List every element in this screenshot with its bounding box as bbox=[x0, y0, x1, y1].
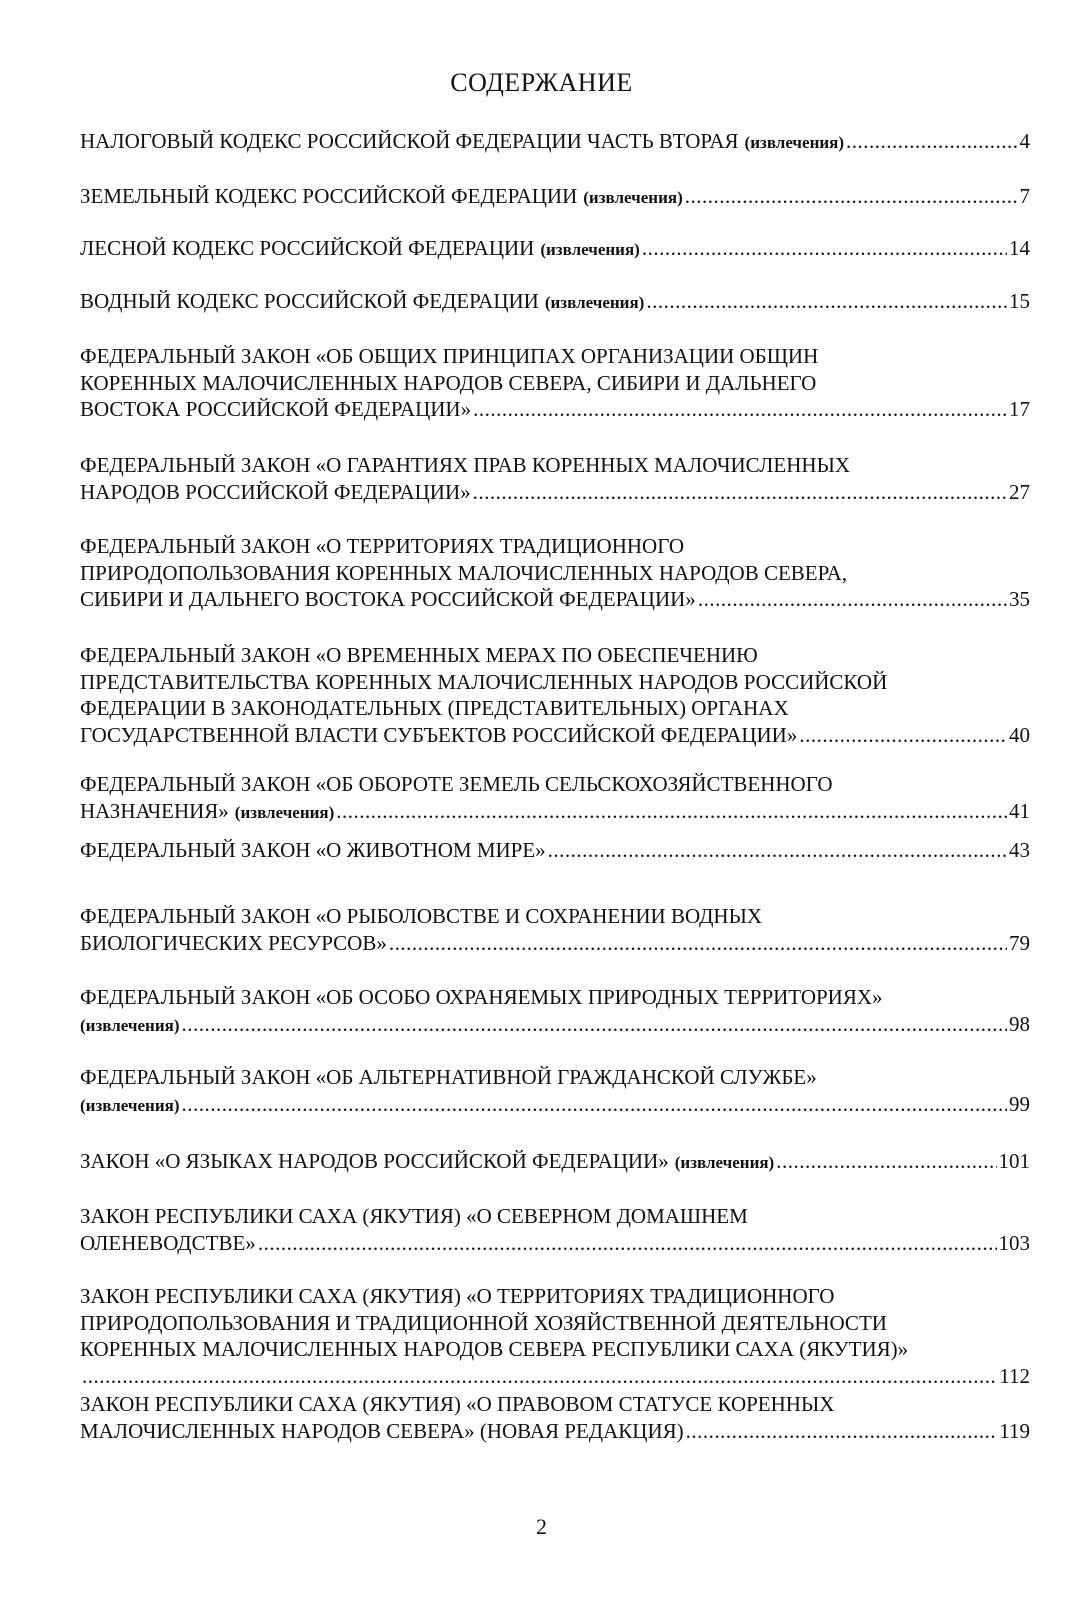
toc-entry-line: ПРЕДСТАВИТЕЛЬСТВА КОРЕННЫХ МАЛОЧИСЛЕННЫХ НАРОДОВ РОССИЙСКОЙ bbox=[80, 669, 888, 694]
toc-page-number: 101 bbox=[998, 1149, 1030, 1173]
toc-entry-suffix: (извлечения) bbox=[234, 802, 335, 822]
toc-entry-last-line bbox=[80, 722, 1030, 749]
toc-entry-last-line bbox=[80, 1363, 1030, 1390]
toc-entry bbox=[80, 642, 1030, 748]
toc-entry-line: ВОДНЫЙ КОДЕКС РОССИЙСКОЙ ФЕДЕРАЦИИ bbox=[80, 289, 539, 313]
toc-page-number: 40 bbox=[1009, 722, 1030, 747]
toc-entry-suffix: (извлечения) bbox=[544, 293, 645, 312]
toc-entry-suffix: (извлечения) bbox=[80, 1015, 180, 1035]
toc-entry bbox=[80, 288, 1030, 315]
toc-entry-last-line bbox=[80, 1091, 1030, 1118]
toc-entry-last-line bbox=[80, 837, 1030, 864]
toc-entry-line: ФЕДЕРАЛЬНЫЙ ЗАКОН «ОБ ОСОБО ОХРАНЯЕМЫХ ПРИРОДНЫХ ТЕРРИТОРИЯХ» bbox=[80, 985, 883, 1009]
toc-entry-last-line bbox=[80, 1011, 1030, 1038]
toc-entry-last-line bbox=[80, 128, 1030, 155]
dot-leader bbox=[389, 930, 1007, 957]
dot-leader bbox=[473, 396, 1007, 423]
toc-page-number: 99 bbox=[1009, 1091, 1030, 1116]
dot-leader bbox=[642, 235, 1007, 262]
toc-page-number: 15 bbox=[1009, 289, 1030, 313]
toc-entry-line: ФЕДЕРАЛЬНЫЙ ЗАКОН «ОБ ОБОРОТЕ ЗЕМЕЛЬ СЕЛЬСКОХОЗЯЙСТВЕННОГО bbox=[80, 772, 833, 796]
dot-leader bbox=[799, 722, 1007, 749]
toc-entry-suffix: (извлечения) bbox=[583, 188, 683, 207]
toc-entry-line: КОРЕННЫХ МАЛОЧИСЛЕННЫХ НАРОДОВ СЕВЕРА, СИБИРИ И ДАЛЬНЕГО bbox=[80, 370, 817, 395]
toc-entry-line: СИБИРИ И ДАЛЬНЕГО ВОСТОКА РОССИЙСКОЙ ФЕДЕРАЦИИ» bbox=[80, 587, 696, 611]
toc-entry-suffix: (извлечения) bbox=[80, 1095, 180, 1115]
toc-entry-line: ЗАКОН РЕСПУБЛИКИ САХА (ЯКУТИЯ) «О ПРАВОВОМ СТАТУСЕ КОРЕННЫХ bbox=[80, 1392, 835, 1416]
dot-leader bbox=[686, 1418, 998, 1445]
toc-page-number: 35 bbox=[1009, 587, 1030, 611]
toc-entry-last-line bbox=[80, 1230, 1030, 1257]
toc-entry-line: ЗАКОН РЕСПУБЛИКИ САХА (ЯКУТИЯ) «О СЕВЕРНОМ ДОМАШНЕМ bbox=[80, 1204, 748, 1228]
toc-entry bbox=[80, 183, 1030, 210]
toc-page-number: 43 bbox=[1009, 838, 1030, 862]
toc-page-number: 17 bbox=[1009, 397, 1030, 421]
toc-entry-line: ЗАКОН «О ЯЗЫКАХ НАРОДОВ РОССИЙСКОЙ ФЕДЕРАЦИИ» bbox=[80, 1149, 669, 1173]
toc-entry bbox=[80, 128, 1030, 155]
toc-entry bbox=[80, 771, 1030, 824]
toc-entry-suffix: (извлечения) bbox=[674, 1153, 775, 1172]
toc-entry-line: МАЛОЧИСЛЕННЫХ НАРОДОВ СЕВЕРА» (НОВАЯ РЕДАКЦИЯ) bbox=[80, 1418, 684, 1443]
toc-entry-line: ОЛЕНЕВОДСТВЕ» bbox=[80, 1230, 256, 1255]
toc-entry-suffix: (извлечения) bbox=[540, 240, 640, 259]
toc-entry-line: НАЗНАЧЕНИЯ» bbox=[80, 798, 229, 823]
toc-page-number: 7 bbox=[1019, 184, 1030, 208]
dot-leader bbox=[698, 586, 1007, 613]
toc-entry-last-line bbox=[80, 479, 1030, 506]
toc-entry-line: НАРОДОВ РОССИЙСКОЙ ФЕДЕРАЦИИ» bbox=[80, 479, 471, 504]
page-title: СОДЕРЖАНИЕ bbox=[450, 68, 633, 97]
dot-leader bbox=[846, 128, 1017, 155]
dot-leader bbox=[473, 479, 1007, 506]
toc-entry-line: ЗАКОН РЕСПУБЛИКИ САХА (ЯКУТИЯ) «О ТЕРРИТОРИЯХ ТРАДИЦИОННОГО bbox=[80, 1284, 835, 1308]
toc-entry-line: ГОСУДАРСТВЕННОЙ ВЛАСТИ СУБЪЕКТОВ РОССИЙСКОЙ ФЕДЕРАЦИИ» bbox=[80, 722, 798, 747]
toc-entry bbox=[80, 1148, 1030, 1175]
toc-page-number: 112 bbox=[999, 1363, 1030, 1388]
toc-entry-last-line bbox=[80, 930, 1030, 957]
toc-entry bbox=[80, 903, 1030, 956]
toc-entry bbox=[80, 343, 1030, 423]
dot-leader bbox=[182, 1011, 1008, 1038]
toc-page-number: 98 bbox=[1009, 1011, 1030, 1036]
dot-leader bbox=[685, 183, 1018, 210]
page-number: 2 bbox=[536, 1514, 547, 1539]
toc-entry-line: ПРИРОДОПОЛЬЗОВАНИЯ И ТРАДИЦИОННОЙ ХОЗЯЙСТВЕННОЙ ДЕЯТЕЛЬНОСТИ bbox=[80, 1310, 887, 1335]
dot-leader bbox=[776, 1148, 996, 1175]
toc-entry-line: ФЕДЕРАЛЬНЫЙ ЗАКОН «О ВРЕМЕННЫХ МЕРАХ ПО ОБЕСПЕЧЕНИЮ bbox=[80, 643, 758, 667]
toc-entry-line: ФЕДЕРАЛЬНЫЙ ЗАКОН «О ГАРАНТИЯХ ПРАВ КОРЕННЫХ МАЛОЧИСЛЕННЫХ bbox=[80, 453, 851, 477]
toc-entry-last-line bbox=[80, 798, 1030, 825]
dot-leader bbox=[182, 1091, 1008, 1118]
dot-leader bbox=[258, 1230, 997, 1257]
toc-entry-last-line bbox=[80, 235, 1030, 262]
toc-entry-line: ВОСТОКА РОССИЙСКОЙ ФЕДЕРАЦИИ» bbox=[80, 397, 472, 421]
toc-entry-line: ФЕДЕРАЛЬНЫЙ ЗАКОН «О ЖИВОТНОМ МИРЕ» bbox=[80, 838, 546, 862]
toc-entry bbox=[80, 533, 1030, 613]
toc-entry bbox=[80, 1064, 1030, 1117]
toc-page-number: 4 bbox=[1019, 129, 1030, 153]
toc-entry-line: ЛЕСНОЙ КОДЕКС РОССИЙСКОЙ ФЕДЕРАЦИИ bbox=[80, 236, 535, 260]
toc-entry-last-line bbox=[80, 586, 1030, 613]
toc-entry-last-line bbox=[80, 288, 1030, 315]
toc-entry-last-line bbox=[80, 183, 1030, 210]
toc-page-number: 79 bbox=[1009, 930, 1030, 955]
toc-entry-line: ФЕДЕРАЛЬНЫЙ ЗАКОН «О РЫБОЛОВСТВЕ И СОХРАНЕНИИ ВОДНЫХ bbox=[80, 904, 763, 928]
toc-entry-line: ФЕДЕРАЛЬНЫЙ ЗАКОН «ОБ ОБЩИХ ПРИНЦИПАХ ОРГАНИЗАЦИИ ОБЩИН bbox=[80, 344, 819, 368]
toc-page-number: 119 bbox=[999, 1418, 1030, 1443]
toc-entry-line: ФЕДЕРАЛЬНЫЙ ЗАКОН «О ТЕРРИТОРИЯХ ТРАДИЦИОННОГО bbox=[80, 534, 685, 558]
toc-entry-line: ФЕДЕРАЛЬНЫЙ ЗАКОН «ОБ АЛЬТЕРНАТИВНОЙ ГРАЖДАНСКОЙ СЛУЖБЕ» bbox=[80, 1065, 817, 1089]
toc-entry bbox=[80, 235, 1030, 262]
toc-entry-line: ЗЕМЕЛЬНЫЙ КОДЕКС РОССИЙСКОЙ ФЕДЕРАЦИИ bbox=[80, 184, 578, 208]
toc-entry-last-line bbox=[80, 1418, 1030, 1445]
toc-entry-line: КОРЕННЫХ МАЛОЧИСЛЕННЫХ НАРОДОВ СЕВЕРА РЕСПУБЛИКИ САХА (ЯКУТИЯ)» bbox=[80, 1337, 909, 1361]
toc-page-number: 27 bbox=[1009, 479, 1030, 504]
dot-leader bbox=[548, 837, 1007, 864]
toc-entry bbox=[80, 452, 1030, 505]
toc-entry bbox=[80, 837, 1030, 864]
toc-entry-last-line bbox=[80, 1148, 1030, 1175]
dot-leader bbox=[646, 288, 1007, 315]
toc-page-number: 14 bbox=[1009, 236, 1030, 260]
toc-entry bbox=[80, 1391, 1030, 1444]
dot-leader bbox=[82, 1363, 997, 1390]
dot-leader bbox=[336, 798, 1007, 825]
toc-entry-line: БИОЛОГИЧЕСКИХ РЕСУРСОВ» bbox=[80, 930, 387, 955]
toc-page-number: 103 bbox=[998, 1230, 1030, 1255]
toc-entry bbox=[80, 1203, 1030, 1256]
toc-entry-last-line bbox=[80, 396, 1030, 423]
toc-entry-line: ФЕДЕРАЦИИ В ЗАКОНОДАТЕЛЬНЫХ (ПРЕДСТАВИТЕЛЬНЫХ) ОРГАНАХ bbox=[80, 696, 789, 720]
toc-page-number: 41 bbox=[1009, 798, 1030, 823]
toc-entry-line: ПРИРОДОПОЛЬЗОВАНИЯ КОРЕННЫХ МАЛОЧИСЛЕННЫХ НАРОДОВ СЕВЕРА, bbox=[80, 560, 848, 585]
toc-entry-suffix: (извлечения) bbox=[744, 133, 845, 152]
toc-entry bbox=[80, 1283, 1030, 1389]
toc-entry-line: НАЛОГОВЫЙ КОДЕКС РОССИЙСКОЙ ФЕДЕРАЦИИ ЧАСТЬ ВТОРАЯ bbox=[80, 129, 739, 153]
toc-entry bbox=[80, 984, 1030, 1037]
